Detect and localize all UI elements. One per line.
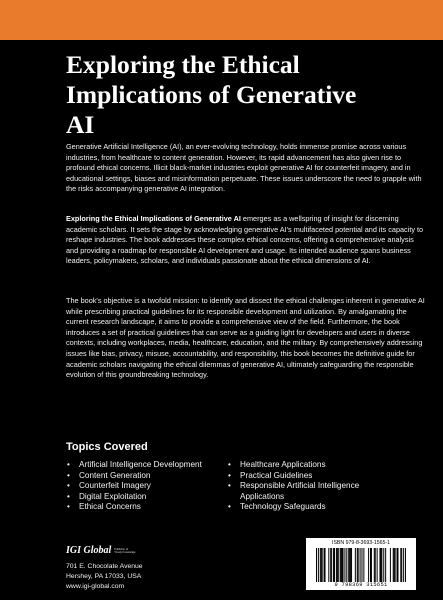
- book-title-inline: Exploring the Ethical Implications of Generative AI: [66, 214, 241, 223]
- title-line: AI: [66, 110, 95, 139]
- publisher-logo: [66, 544, 136, 557]
- description-paragraph-3: The book's objective is a twofold mission: to identify and dissect the ethical challenges inherent in generative AI while prescribing practical guidelines for its responsible development and utilization. By amalgamating the current research landscape, it aims to provide a comprehensive view of the field. Furthermore, the book introduces a set of practical guidelines that can serve as a guiding light for developers and users in diverse contexts, including workplaces, media, healthcare, education, and the military. By comprehensively addressing issues like bias, privacy, misuse, accountability, and responsibility, this book becomes the definitive guide for academic scholars navigating the ethical dilemmas of generative AI, ultimately safeguarding the responsible evolution of this groundbreaking technology.: [66, 296, 425, 380]
- top-accent-bar: [0, 0, 443, 40]
- description-paragraph-2: [66, 214, 426, 267]
- topic-item: • Healthcare Applications: [227, 460, 377, 471]
- publisher-address: [66, 562, 143, 591]
- barcode-bars-icon: [316, 548, 406, 582]
- address-line: www.igi-global.com: [66, 582, 125, 590]
- title-line: Exploring the Ethical: [66, 50, 300, 79]
- topic-item: • Content Generation: [66, 471, 231, 482]
- publisher-logo-tagline: Publisher of Timely Knowledge: [114, 547, 136, 554]
- topic-item: • Practical Guidelines: [227, 471, 377, 482]
- publisher-logo-word: IGI Global: [66, 545, 112, 556]
- topic-item: • Technology Safeguards: [227, 502, 377, 513]
- topic-item: • Digital Exploitation: [66, 492, 231, 503]
- description-paragraph-1: Generative Artificial Intelligence (AI), an ever-evolving technology, holds immense promise across various industries, from healthcare to content generation. However, its rapid advancement has also given rise to profound ethical concerns. Illicit black-market industries exploit generative AI for counterfeit imagery, and in educational settings, biases and misinformation perpetuate. These issues underscore the need to grapple with the risks accompanying generative AI integration.: [66, 142, 422, 194]
- address-line: 701 E. Chocolate Avenue: [66, 563, 143, 570]
- topic-item: • Counterfeit Imagery: [66, 481, 231, 492]
- topics-list-right: [227, 460, 377, 513]
- topic-item: • Responsible Artificial Intelligence Applications: [227, 481, 377, 502]
- isbn-barcode: [306, 538, 416, 590]
- topic-item: • Ethical Concerns: [66, 502, 231, 513]
- book-title: [66, 50, 426, 140]
- topics-list-left: [66, 460, 231, 513]
- barcode-digits: 9 798369 315651: [334, 582, 388, 588]
- topics-heading: Topics Covered: [66, 441, 148, 453]
- topic-item: • Artificial Intelligence Development: [66, 460, 231, 471]
- isbn-label: ISBN 979-8-3693-1565-1: [332, 540, 390, 546]
- address-line: Hershey, PA 17033, USA: [66, 572, 142, 580]
- paragraph-2-text: emerges as a wellspring of insight for discerning academic scholars. It sets the stage by acknowledging generative AI's multifaceted potential and its capacity to reshape industries. The book addresses these complex ethical concerns, offering a comprehensive analysis and providing a roadmap for responsible AI development and usage. Its intended audience spans business leaders, policymakers, scholars, and individuals passionate about the ethical dimensions of AI.: [66, 214, 424, 266]
- title-line: Implications of Generative: [66, 80, 357, 109]
